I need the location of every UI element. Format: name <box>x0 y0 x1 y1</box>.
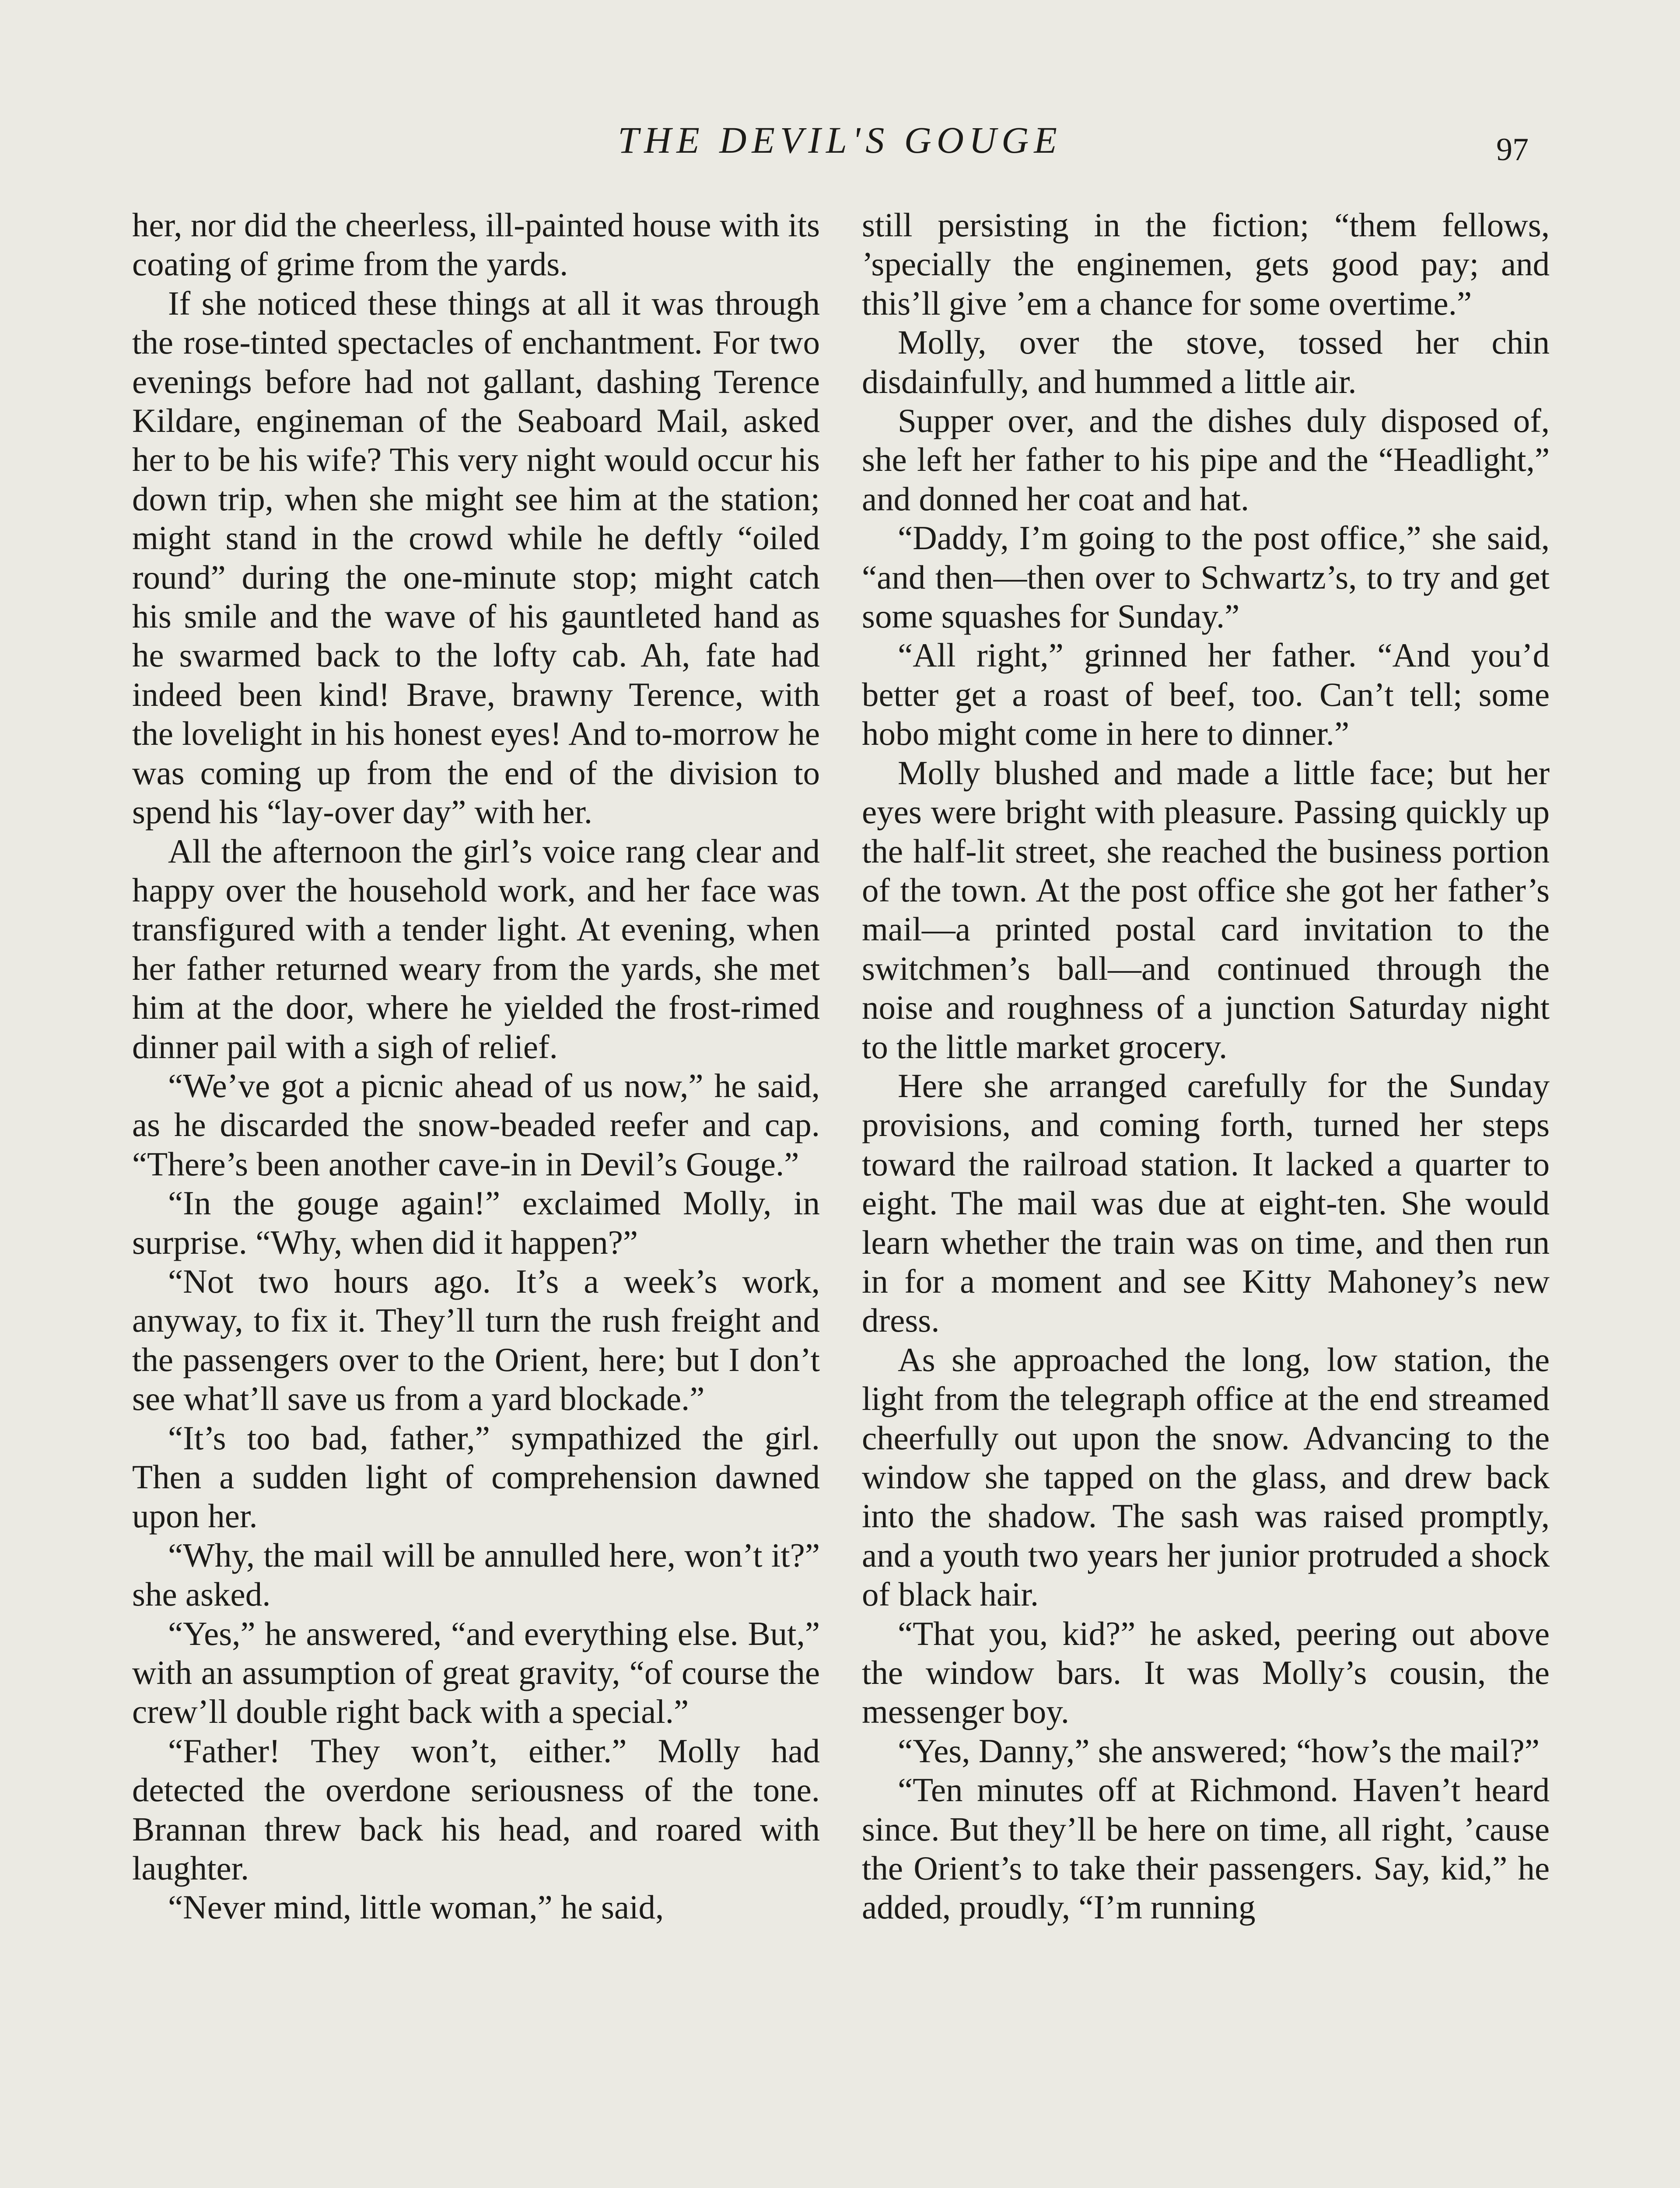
paragraph: “All right,” grinned her father. “And you’d better get a roast of beef, too. Can’t tell; some hobo might come in here to dinner.” <box>862 636 1550 753</box>
paragraph: Molly, over the stove, tossed her chin disdainfully, and hummed a little air. <box>862 323 1550 400</box>
paragraph: All the afternoon the girl’s voice rang clear and happy over the household work, and her face was transfigured with a tender light. At evening, when her father returned weary from the yards, she met him at the door, where he yielded the frost-rimed dinner pail with a sigh of relief. <box>132 832 820 1066</box>
paragraph: Here she arranged carefully for the Sunday provisions, and coming forth, turned her steps toward the railroad station. It lacked a quarter to eight. The mail was due at eight-ten. She would learn whether the train was on time, and then run in for a moment and see Kitty Mahoney’s new dress. <box>862 1066 1550 1339</box>
paragraph: “In the gouge again!” exclaimed Molly, in surprise. “Why, when did it happen?” <box>132 1184 820 1261</box>
paragraph: “Never mind, little woman,” he said, <box>168 1888 664 1926</box>
right-column <box>862 206 1550 1927</box>
paragraph: “It’s too bad, father,” sympathized the girl. Then a sudden light of comprehension dawned upon her. <box>132 1419 820 1535</box>
paragraph: her, nor did the cheerless, ill-painted house with its coating of grime from the yards. <box>132 206 820 283</box>
paragraph: “That you, kid?” he asked, peering out above the window bars. It was Molly’s cousin, the messenger boy. <box>862 1614 1550 1731</box>
paragraph: As she approached the long, low station, the light from the telegraph office at the end streamed cheerfully out upon the snow. Advancing to the window she tapped on the glass, and drew back into the shadow. The sash was raised promptly, and a youth two years her junior protruded a shock of black hair. <box>862 1340 1550 1613</box>
page-number: 97 <box>1496 132 1529 168</box>
paragraph: Molly blushed and made a little face; but her eyes were bright with pleasure. Passing quickly up the half-lit street, she reached the business portion of the town. At the post office she got her father’s mail—a printed postal card invitation to the switchmen’s ball—and continued through the noise and roughness of a junction Saturday night to the little market grocery. <box>862 754 1550 1066</box>
paragraph: If she noticed these things at all it was through the rose-tinted spectacles of enchantment. For two evenings before had not gallant, dashing Terence Kildare, engineman of the Seaboard Mail, asked her to be his wife? This very night would occur his down trip, when she might see him at the station; might stand in the crowd while he deftly “oiled round” during the one-minute stop; might catch his smile and the wave of his gauntleted hand as he swarmed back to the lofty cab. Ah, fate had indeed been kind! Brave, brawny Terence, with the lovelight in his honest eyes! And to-morrow he was coming up from the end of the division to spend his “lay-over day” with her. <box>132 284 820 831</box>
paragraph: “Ten minutes off at Richmond. Haven’t heard since. But they’ll be here on time, all right, ’cause the Orient’s to take their passengers. Say, kid,” he added, proudly, “I’m running <box>862 1771 1550 1926</box>
paragraph: still persisting in the fiction; “them fellows, ’specially the enginemen, gets good pay; and this’ll give ’em a chance for some overtime.” <box>862 206 1550 322</box>
paragraph: “Not two hours ago. It’s a week’s work, anyway, to fix it. They’ll turn the rush freight and the passengers over to the Orient, here; but I don’t see what’ll save us from a yard blockade.” <box>132 1262 820 1418</box>
paragraph: Supper over, and the dishes duly disposed of, she left her father to his pipe and the “Headlight,” and donned her coat and hat. <box>862 402 1550 518</box>
paragraph: “We’ve got a picnic ahead of us now,” he said, as he discarded the snow-beaded reefer and cap. “There’s been another cave-in in Devil’s Gouge.” <box>132 1066 820 1183</box>
paragraph: “Why, the mail will be annulled here, won’t it?” she asked. <box>132 1536 820 1613</box>
running-title: THE DEVIL'S GOUGE <box>618 119 1062 161</box>
paragraph: “Yes,” he answered, “and everything else. But,” with an assumption of great gravity, “of course the crew’ll double right back with a special.” <box>132 1614 820 1731</box>
paragraph: “Father! They won’t, either.” Molly had detected the overdone seriousness of the tone. Brannan threw back his head, and roared with laughter. <box>132 1732 820 1887</box>
paragraph: “Daddy, I’m going to the post office,” she said, “and then—then over to Schwartz’s, to try and get some squashes for Sunday.” <box>862 519 1550 635</box>
paragraph: “Yes, Danny,” she answered; “how’s the mail?” <box>898 1732 1540 1770</box>
left-column <box>132 206 820 1927</box>
